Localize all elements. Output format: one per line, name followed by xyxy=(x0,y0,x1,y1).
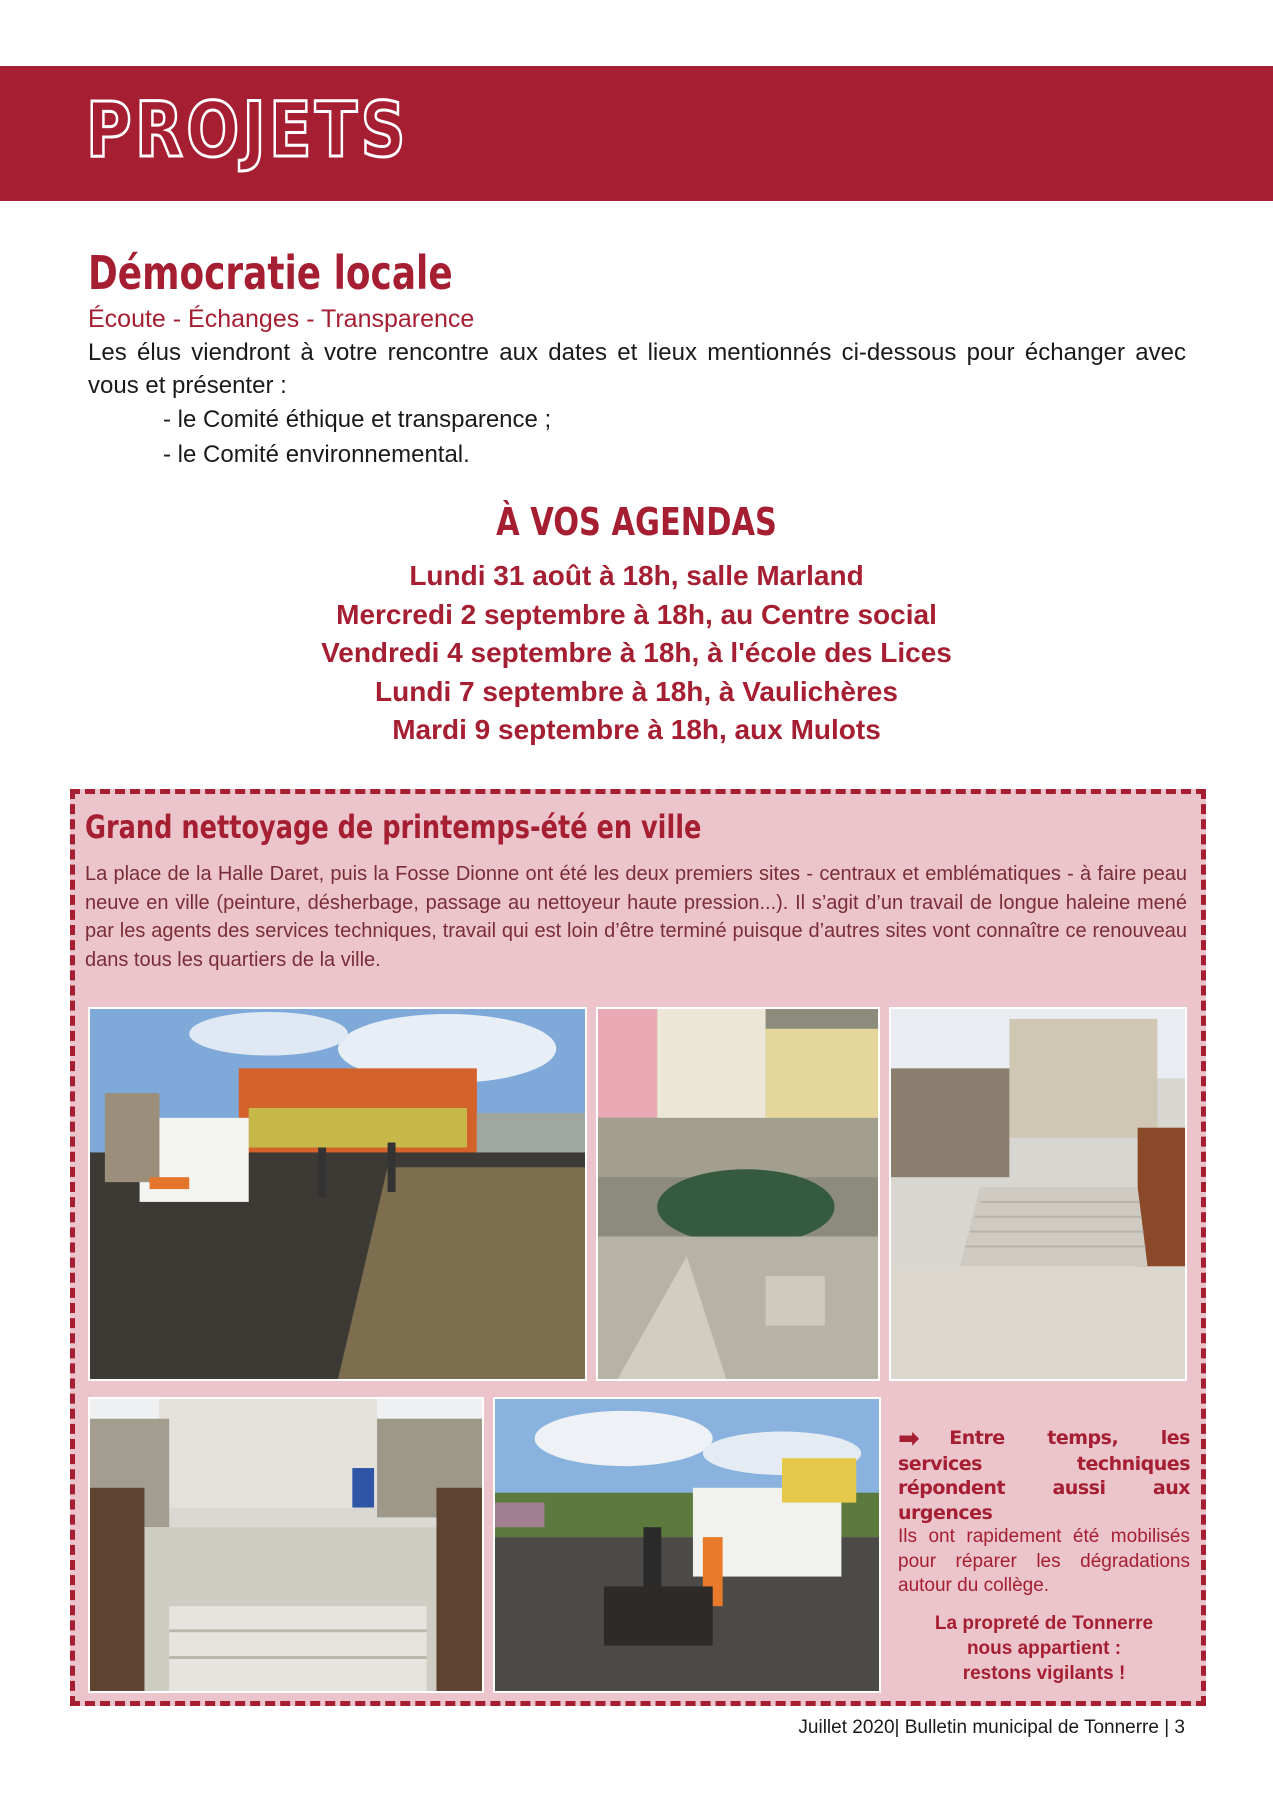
committee-list xyxy=(163,402,551,472)
photo-halle-daret xyxy=(88,1007,587,1381)
agenda-date: Lundi 7 septembre à 18h, à Vaulichères xyxy=(375,675,898,707)
committee-item: - le Comité environnemental. xyxy=(163,441,470,468)
aside-urgences xyxy=(898,1426,1190,1686)
aside-headline-text: Entre temps, les services techniques répondent aussi aux urgences xyxy=(898,1427,1190,1524)
democratie-title: Démocratie locale xyxy=(88,246,453,300)
agenda-title-text: À VOS AGENDAS xyxy=(496,500,777,544)
agenda-date: Mercredi 2 septembre à 18h, au Centre social xyxy=(336,598,937,630)
slogan-line: nous appartient : xyxy=(966,1637,1122,1659)
agenda-date: Lundi 31 août à 18h, salle Marland xyxy=(409,560,864,591)
agenda-date: Vendredi 4 septembre à 18h, à l'école des Lices xyxy=(321,637,952,668)
photo-college xyxy=(493,1397,881,1693)
photo-staircase xyxy=(889,1007,1187,1381)
aside-slogan xyxy=(898,1611,1190,1686)
nettoyage-title: Grand nettoyage de printemps-été en ville xyxy=(85,808,702,846)
committee-item: - le Comité éthique et transparence ; xyxy=(163,406,552,433)
arrow-right-icon: ➡ xyxy=(898,1424,920,1454)
slogan-line: restons vigilants ! xyxy=(962,1662,1126,1684)
agenda-title xyxy=(0,500,1273,544)
photo-place xyxy=(88,1397,484,1693)
slogan-line: La propreté de Tonnerre xyxy=(934,1612,1154,1634)
agenda-list xyxy=(0,557,1273,750)
democratie-intro: Les élus viendront à votre rencontre aux dates et lieux mentionnés ci-dessous pour échanger avec vous et présenter : xyxy=(88,339,1186,399)
photo-fosse-dionne xyxy=(596,1007,880,1381)
page-footer: Juillet 2020| Bulletin municipal de Tonnerre | 3 xyxy=(798,1717,1185,1738)
aside-headline xyxy=(898,1426,1190,1525)
aside-body: Ils ont rapidement été mobilisés pour réparer les dégradations autour du collège. xyxy=(898,1526,1190,1596)
section-title: PROJETS xyxy=(86,85,409,174)
nettoyage-text: La place de la Halle Daret, puis la Fosse Dionne ont été les deux premiers sites - centraux et emblématiques - à faire peau neuve en ville (peinture, désherbage, passage au nettoyeur haute pression...). Il s’agit d’un travail de longue haleine mené par les agents des services techniques, travail qui est loin d’être terminé puisque d’autres sites vont connaître ce renouveau dans tous les quartiers de la ville. xyxy=(85,863,1187,971)
agenda-date: Mardi 9 septembre à 18h, aux Mulots xyxy=(392,714,881,745)
democratie-subtitle: Écoute - Échanges - Transparence xyxy=(88,305,475,333)
